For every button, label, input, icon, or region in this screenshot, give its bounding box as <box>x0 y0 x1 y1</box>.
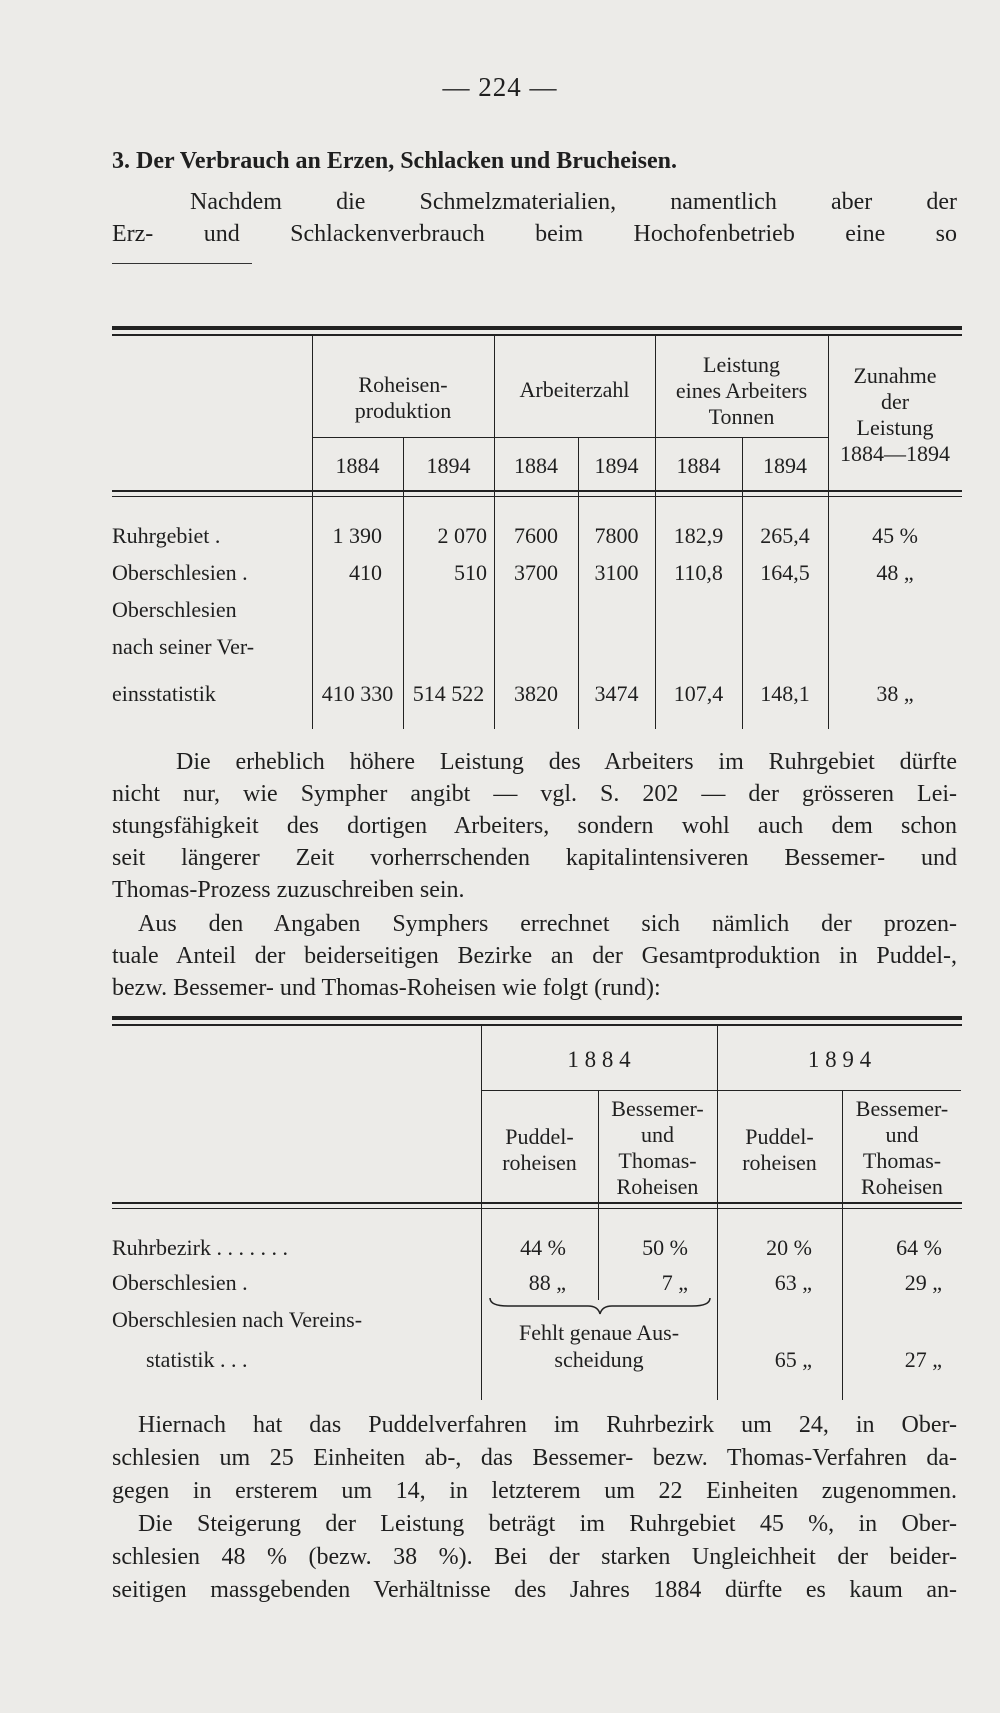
para3-line: schlesien 48 % (bezw. 38 %). Bei der starken Ungleichheit der beider- <box>112 1544 957 1570</box>
header-bessemer: Roheisen <box>861 1174 943 1199</box>
header-puddel: Puddel- <box>745 1124 814 1149</box>
para1-line: Die erheblich höhere Leistung des Arbeiters im Ruhrgebiet dürfte <box>176 749 957 775</box>
table-cell: 164,5 <box>760 560 810 585</box>
year-header: 1894 <box>426 453 471 478</box>
table-cell: 3100 <box>594 560 639 585</box>
row-label: Oberschlesien . <box>112 1270 248 1295</box>
table-cell: 50 % <box>642 1235 688 1260</box>
table-cell: 107,4 <box>673 681 724 706</box>
table-cell: 7800 <box>594 523 639 548</box>
header-roheisen: produktion <box>354 398 452 423</box>
table-cell: 29 „ <box>904 1270 942 1295</box>
row-label: Ruhrgebiet . <box>112 523 221 548</box>
table-cell: 110,8 <box>674 560 723 585</box>
table-cell: 20 % <box>766 1235 812 1260</box>
table-cell: 88 „ <box>528 1270 566 1295</box>
missing-data-note: Fehlt genaue Aus- <box>518 1320 680 1345</box>
row-label: Ruhrbezirk . . . . . . . <box>112 1235 288 1260</box>
short-divider <box>112 263 252 264</box>
table-cell: 2 070 <box>437 523 487 548</box>
table-cell: 182,9 <box>673 523 724 548</box>
header-zunahme: der <box>880 389 910 414</box>
year-1884: 1 8 8 4 <box>567 1047 631 1072</box>
table2-header-rule <box>112 1202 962 1204</box>
table-cell: 510 <box>454 560 487 585</box>
table-cell: 63 „ <box>774 1270 812 1295</box>
table2-vline <box>717 1024 718 1400</box>
header-leistung: eines Arbeiters <box>675 378 808 403</box>
table-cell: 410 <box>349 560 382 585</box>
missing-data-note: scheidung <box>554 1347 644 1372</box>
table-cell: 65 „ <box>774 1347 812 1372</box>
table1-top-rule-2 <box>112 334 962 336</box>
para2-line: tuale Anteil der beiderseitigen Bezirke an der Gesamtproduktion in Puddel-, <box>112 943 957 969</box>
para1-line: Thomas-Prozess zuzuschreiben sein. <box>112 877 465 903</box>
header-leistung: Leistung <box>703 352 780 377</box>
header-zunahme: Zunahme <box>853 363 937 388</box>
table1-header-rule-2 <box>112 496 962 497</box>
table-cell: 3700 <box>514 560 558 585</box>
header-roheisen: Roheisen- <box>358 372 448 397</box>
para2-line: Aus den Angaben Symphers errechnet sich nämlich der prozen- <box>138 911 957 937</box>
row-label: Oberschlesien . <box>112 560 248 585</box>
year-header: 1884 <box>676 453 721 478</box>
table1-top-rule <box>112 326 962 330</box>
table-cell: 45 % <box>872 523 918 548</box>
brace-mark <box>488 1296 712 1316</box>
table2-top-rule-2 <box>112 1024 962 1026</box>
header-puddel: roheisen <box>502 1150 577 1175</box>
row-label: Oberschlesien <box>112 597 237 622</box>
header-bessemer: Thomas- <box>618 1148 697 1173</box>
year-header: 1894 <box>594 453 639 478</box>
header-bessemer: Bessemer- <box>611 1096 704 1121</box>
para3-line: schlesien um 25 Einheiten ab-, das Bessemer- bezw. Thomas-Verfahren da- <box>112 1445 957 1471</box>
table-cell: 38 „ <box>876 681 914 706</box>
table-cell: 410 330 <box>321 681 394 706</box>
table-cell: 48 „ <box>876 560 914 585</box>
row-label: einsstatistik <box>112 681 216 706</box>
para3-line: Hiernach hat das Puddelverfahren im Ruhrbezirk um 24, in Ober- <box>138 1412 957 1438</box>
year-1894: 1 8 9 4 <box>807 1047 872 1072</box>
table-cell: 7600 <box>514 523 558 548</box>
table-cell: 64 % <box>896 1235 942 1260</box>
table-cell: 7 „ <box>661 1270 688 1295</box>
table-cell: 44 % <box>520 1235 566 1260</box>
header-leistung: Tonnen <box>708 404 775 429</box>
row-label: statistik . . . <box>146 1347 248 1372</box>
table-cell: 148,1 <box>760 681 810 706</box>
intro-line-2: Erz- und Schlackenverbrauch beim Hochofenbetrieb eine so <box>112 221 957 247</box>
header-bessemer: Bessemer- <box>855 1096 949 1121</box>
table-cell: 3820 <box>514 681 558 706</box>
para1-line: stungsfähigkeit des dortigen Arbeiters, sondern wohl auch dem schon <box>112 813 957 839</box>
header-puddel: roheisen <box>742 1150 817 1175</box>
row-label: Oberschlesien nach Vereins- <box>112 1307 363 1332</box>
table1-header-rule <box>112 490 962 492</box>
page-number: — 224 — <box>442 72 558 102</box>
intro-line-1: Nachdem die Schmelzmaterialien, namentlich aber der <box>190 189 957 215</box>
para2-line: bezw. Bessemer- und Thomas-Roheisen wie folgt (rund): <box>112 975 661 1001</box>
year-header: 1884 <box>335 453 380 478</box>
para3-line: seitigen massgebenden Verhältnisse des Jahres 1884 dürfte es kaum an- <box>112 1577 957 1603</box>
year-header: 1894 <box>763 453 807 478</box>
section-heading: 3. Der Verbrauch an Erzen, Schlacken und Brucheisen. <box>112 148 677 174</box>
header-puddel: Puddel- <box>505 1124 574 1149</box>
header-bessemer: Thomas- <box>862 1148 942 1173</box>
para1-line: seit längerer Zeit vorherrschenden kapitalintensiveren Bessemer- und <box>112 845 957 871</box>
para3-line: Die Steigerung der Leistung beträgt im Ruhrgebiet 45 %, in Ober- <box>138 1511 957 1537</box>
header-bessemer: und <box>641 1122 674 1147</box>
year-header: 1884 <box>514 453 558 478</box>
header-zunahme: Leistung <box>856 415 934 440</box>
table2-top-rule <box>112 1016 962 1020</box>
table-cell: 3474 <box>594 681 639 706</box>
table2-year-rule <box>481 1090 961 1091</box>
table1-year-rule <box>312 437 828 438</box>
header-bessemer: und <box>885 1122 919 1147</box>
header-arbeiterzahl: Arbeiterzahl <box>519 377 630 402</box>
table-cell: 27 „ <box>904 1347 942 1372</box>
table2-header-rule-2 <box>112 1208 962 1209</box>
header-bessemer: Roheisen <box>616 1174 699 1199</box>
table-cell: 1 390 <box>332 523 382 548</box>
table-cell: 514 522 <box>412 681 485 706</box>
header-zunahme: 1884—1894 <box>840 441 950 466</box>
para3-line: gegen in ersterem um 14, in letzterem um 22 Einheiten zugenommen. <box>112 1478 957 1504</box>
table-cell: 265,4 <box>760 523 810 548</box>
row-label: nach seiner Ver- <box>112 634 255 659</box>
para1-line: nicht nur, wie Sympher angibt — vgl. S. 202 — der grösseren Lei- <box>112 781 957 807</box>
